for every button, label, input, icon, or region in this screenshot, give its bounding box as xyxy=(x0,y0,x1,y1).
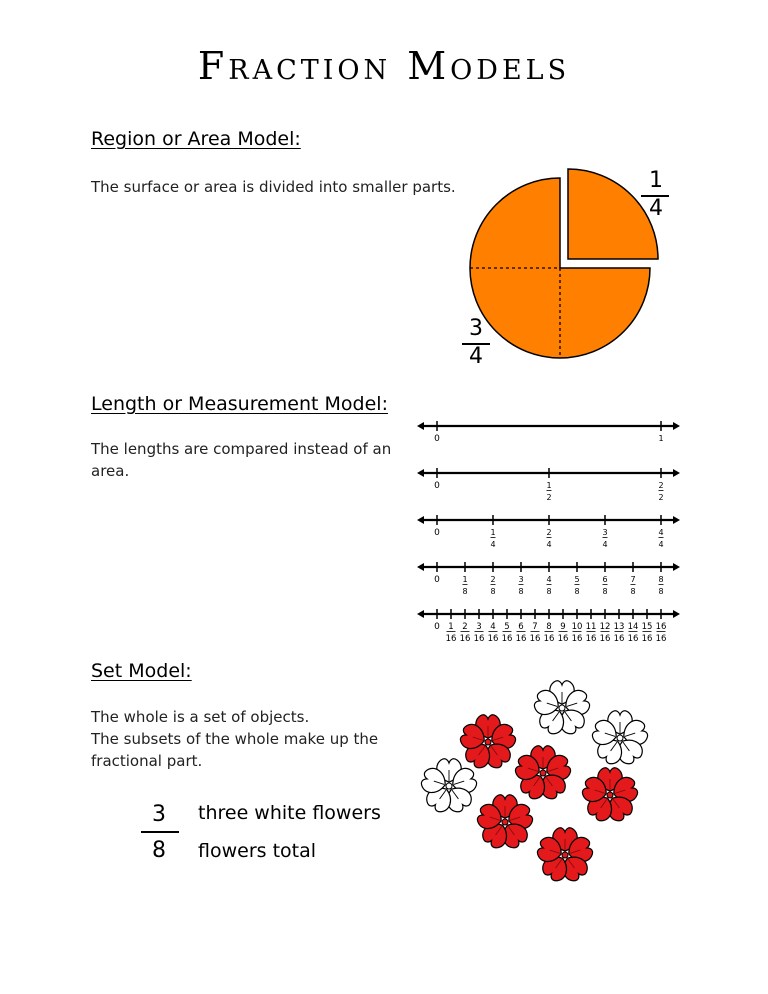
set-numerator-label: three white flowers xyxy=(198,802,381,824)
white-flower-icon xyxy=(590,711,649,767)
tick-label-numerator: 1 xyxy=(462,575,468,584)
arrow-left-icon xyxy=(417,610,424,618)
tick-label-denominator: 16 xyxy=(571,634,583,644)
tick-label-denominator: 16 xyxy=(557,634,569,644)
red-flower-icon xyxy=(513,746,572,802)
tick-label-start: 0 xyxy=(434,481,440,491)
tick-label-start: 0 xyxy=(434,575,440,585)
set-model-heading: Set Model: xyxy=(91,660,192,682)
tick-label-denominator: 4 xyxy=(602,540,608,549)
flower-center xyxy=(607,792,613,798)
tick-label-numerator: 12 xyxy=(599,622,611,632)
three-quarters-denominator: 4 xyxy=(469,344,483,369)
set-numerator: 3 xyxy=(152,802,166,827)
tick-label-denominator: 16 xyxy=(515,634,527,644)
length-model-heading: Length or Measurement Model: xyxy=(91,393,388,415)
red-flower-icon xyxy=(535,828,594,884)
tick-label-numerator: 8 xyxy=(546,622,552,632)
set-model-description xyxy=(91,706,401,772)
tick-label-denominator: 16 xyxy=(585,634,597,644)
tick-label-denominator: 16 xyxy=(655,634,667,644)
tick-label-denominator: 16 xyxy=(613,634,625,644)
tick-label-denominator: 8 xyxy=(490,587,496,596)
tick-label-numerator: 6 xyxy=(518,622,524,632)
tick-label-denominator: 8 xyxy=(630,587,636,596)
tick-label-numerator: 16 xyxy=(655,622,667,632)
tick-label-numerator: 4 xyxy=(490,622,496,632)
arrow-right-icon xyxy=(673,469,680,477)
number-line xyxy=(417,421,680,444)
flower-center xyxy=(540,770,546,776)
set-model-description-line-1: The whole is a set of objects. xyxy=(91,708,310,726)
tick-label-denominator: 16 xyxy=(543,634,555,644)
tick-label-numerator: 7 xyxy=(532,622,538,632)
tick-label-denominator: 16 xyxy=(445,634,457,644)
three-quarters-numerator: 3 xyxy=(469,316,483,341)
number-line xyxy=(417,609,680,644)
white-flower-icon xyxy=(532,681,591,737)
flower-center xyxy=(617,735,623,741)
tick-label-numerator: 15 xyxy=(641,622,653,632)
number-line xyxy=(417,468,680,502)
tick-label-denominator: 2 xyxy=(546,493,552,502)
one-quarter-numerator: 1 xyxy=(649,168,663,193)
tick-label-denominator: 16 xyxy=(459,634,471,644)
number-line xyxy=(417,562,680,596)
page-title: Fraction Models xyxy=(197,44,571,88)
number-lines xyxy=(415,412,690,652)
tick-label-denominator: 8 xyxy=(574,587,580,596)
tick-label-denominator: 8 xyxy=(658,587,664,596)
set-fraction-bar xyxy=(141,831,179,833)
tick-label-numerator: 9 xyxy=(560,622,566,632)
tick-label-numerator: 14 xyxy=(627,622,639,632)
flower-center xyxy=(562,852,568,858)
flower-center xyxy=(559,705,565,711)
tick-label-denominator: 16 xyxy=(487,634,499,644)
arrow-left-icon xyxy=(417,516,424,524)
tick-label-denominator: 16 xyxy=(529,634,541,644)
flower-set xyxy=(415,675,655,885)
tick-label-start: 0 xyxy=(434,434,440,444)
tick-label-numerator: 5 xyxy=(504,622,510,632)
tick-label-numerator: 3 xyxy=(518,575,524,584)
red-flower-icon xyxy=(475,795,534,851)
tick-label-denominator: 4 xyxy=(490,540,496,549)
flower-center xyxy=(485,739,491,745)
arrow-right-icon xyxy=(673,422,680,430)
arrow-right-icon xyxy=(673,563,680,571)
tick-label-numerator: 10 xyxy=(571,622,583,632)
tick-label-denominator: 16 xyxy=(641,634,653,644)
tick-label-denominator: 16 xyxy=(627,634,639,644)
arrow-left-icon xyxy=(417,563,424,571)
tick-label-denominator: 2 xyxy=(658,493,664,502)
arrow-left-icon xyxy=(417,469,424,477)
arrow-right-icon xyxy=(673,516,680,524)
tick-label-numerator: 5 xyxy=(574,575,580,584)
tick-label-numerator: 2 xyxy=(658,481,664,490)
tick-label-numerator: 3 xyxy=(602,528,608,537)
region-model-heading: Region or Area Model: xyxy=(91,128,301,150)
tick-label-denominator: 8 xyxy=(546,587,552,596)
tick-label-numerator: 4 xyxy=(546,575,552,584)
tick-label-numerator: 1 xyxy=(546,481,552,490)
tick-label-numerator: 1 xyxy=(448,622,454,632)
tick-label-numerator: 2 xyxy=(490,575,496,584)
arrow-left-icon xyxy=(417,422,424,430)
length-model-description: The lengths are compared instead of an area. xyxy=(91,440,392,480)
set-denominator-label: flowers total xyxy=(198,840,317,862)
white-flower-icon xyxy=(419,759,478,815)
tick-label-numerator: 4 xyxy=(658,528,664,537)
tick-label-start: 0 xyxy=(434,528,440,538)
tick-label-numerator: 13 xyxy=(613,622,625,632)
tick-label-denominator: 16 xyxy=(501,634,513,644)
one-quarter-denominator: 4 xyxy=(649,196,663,221)
tick-label-numerator: 3 xyxy=(476,622,482,632)
tick-label-denominator: 4 xyxy=(658,540,664,549)
tick-label-numerator: 1 xyxy=(490,528,496,537)
set-model-description-line-2: The subsets of the whole make up the fractional part. xyxy=(91,730,379,770)
tick-label-numerator: 1 xyxy=(658,434,664,443)
tick-label-denominator: 4 xyxy=(546,540,552,549)
tick-label-numerator: 2 xyxy=(462,622,468,632)
region-model-description: The surface or area is divided into smaller parts. xyxy=(91,178,456,196)
tick-label-numerator: 11 xyxy=(585,622,597,632)
tick-label-numerator: 7 xyxy=(630,575,636,584)
flower-center xyxy=(502,819,508,825)
tick-label-numerator: 2 xyxy=(546,528,552,537)
number-line xyxy=(417,515,680,549)
tick-label-denominator: 8 xyxy=(518,587,524,596)
tick-label-numerator: 6 xyxy=(602,575,608,584)
red-flower-icon xyxy=(580,768,639,824)
tick-label-denominator: 16 xyxy=(599,634,611,644)
set-denominator: 8 xyxy=(152,838,166,863)
tick-label-denominator: 8 xyxy=(602,587,608,596)
tick-label-denominator: 16 xyxy=(473,634,485,644)
tick-label-denominator: 8 xyxy=(462,587,468,596)
flower-center xyxy=(446,783,452,789)
arrow-right-icon xyxy=(673,610,680,618)
tick-label-start: 0 xyxy=(434,622,440,632)
red-flower-icon xyxy=(458,715,517,771)
tick-label-numerator: 8 xyxy=(658,575,664,584)
